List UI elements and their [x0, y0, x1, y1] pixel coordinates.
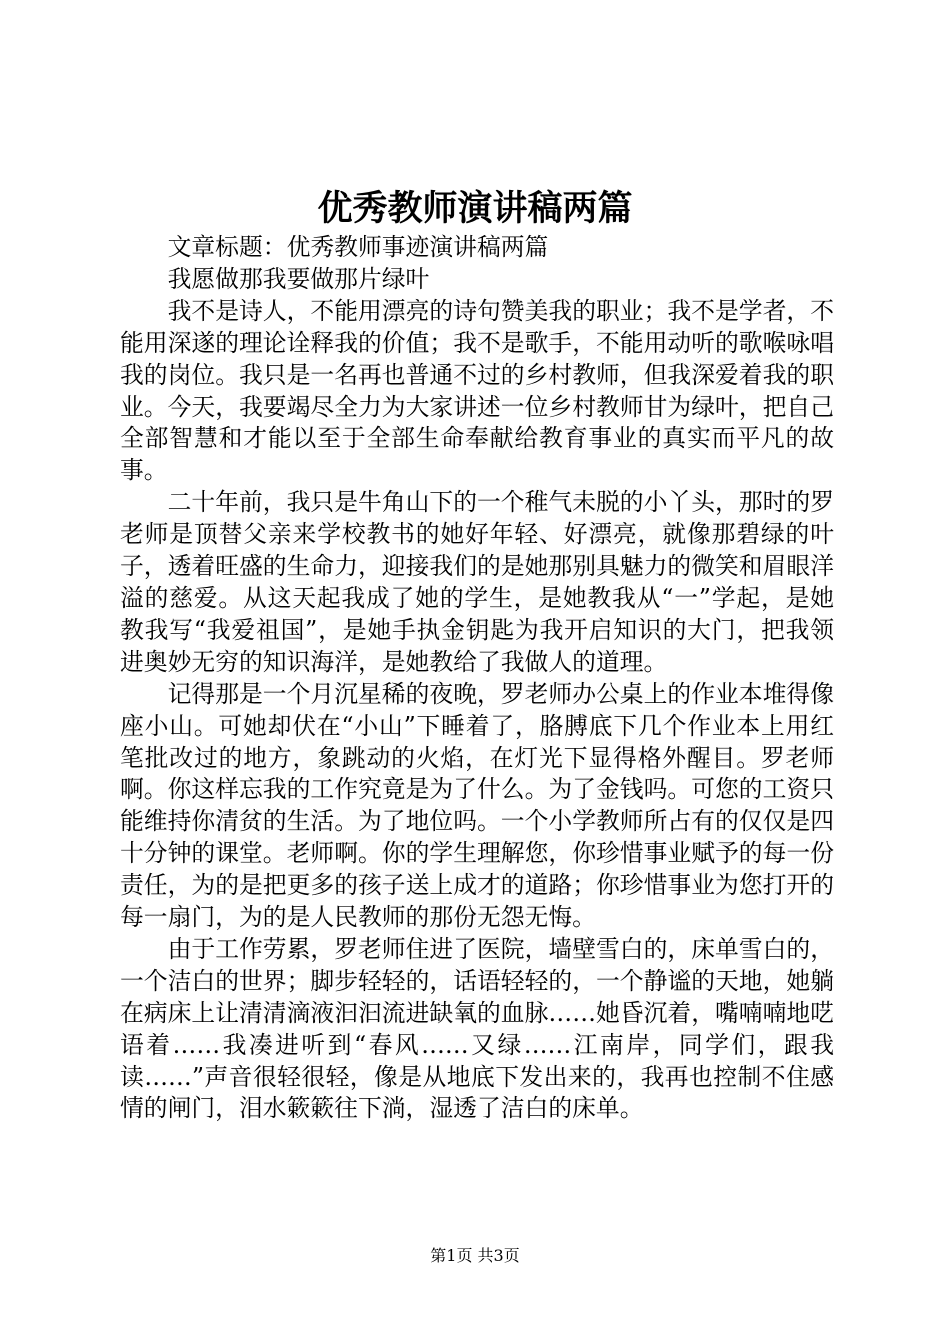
- document-title: 优秀教师演讲稿两篇: [317, 188, 633, 229]
- subtitle-line: 我愿做那我要做那片绿叶: [167, 264, 430, 293]
- article-title-line: 文章标题：优秀教师事迹演讲稿两篇: [167, 233, 549, 261]
- paragraph: 我不是诗人，不能用漂亮的诗句赞美我的职业；我不是学者，不能用深遂的理论诠释我的价值；我不是歌手，不能用动听的歌喉咏唱我的岗位。我只是一名再也普通不过的乡村教师，但我深爱着我的职业。今天，我要竭尽全力为大家讲述一位乡村教师甘为绿叶，把自己全部智慧和才能以至于全部生命奉献给教育事业的真实而平凡的故事。: [120, 296, 834, 485]
- document-body: [120, 232, 834, 1125]
- paragraph: 二十年前，我只是牛角山下的一个稚气未脱的小丫头，那时的罗老师是顶替父亲来学校教书的她好年轻、好漂亮，就像那碧绿的叶子，透着旺盛的生命力，迎接我们的是她那别具魅力的微笑和眉眼洋溢的慈爱。从这天起我成了她的学生，是她教我从“一”学起，是她教我写“我爱祖国”，是她手执金钥匙为我开启知识的大门，把我领进奥妙无穷的知识海洋，是她教给了我做人的道理。: [120, 488, 834, 676]
- page-footer: 第1页 共3页: [430, 1246, 520, 1265]
- paragraph: 记得那是一个月沉星稀的夜晚，罗老师办公桌上的作业本堆得像座小山。可她却伏在“小山”下睡着了，胳膊底下几个作业本上用红笔批改过的地方，象跳动的火焰，在灯光下显得格外醒目。罗老师啊。你这样忘我的工作究竟是为了什么。为了金钱吗。可您的工资只能维持你清贫的生活。为了地位吗。一个小学教师所占有的仅仅是四十分钟的课堂。老师啊。你的学生理解您，你珍惜事业赋予的每一份责任，为的是把更多的孩子送上成才的道路；你珍惜事业为您打开的每一扇门，为的是人民教师的那份无怨无悔。: [120, 679, 834, 932]
- paragraph: 由于工作劳累，罗老师住进了医院，墙壁雪白的，床单雪白的，一个洁白的世界；脚步轻轻的，话语轻轻的，一个静谧的天地，她躺在病床上让清清滴液汩汩流进缺氧的血脉……她昏沉着，嘴喃喃地呓语着……我凑进听到“春风……又绿……江南岸，同学们，跟我读……”声音很轻很轻，像是从地底下发出来的，我再也控制不住感情的闸门，泪水簌簌往下淌，湿透了洁白的床单。: [120, 934, 834, 1123]
